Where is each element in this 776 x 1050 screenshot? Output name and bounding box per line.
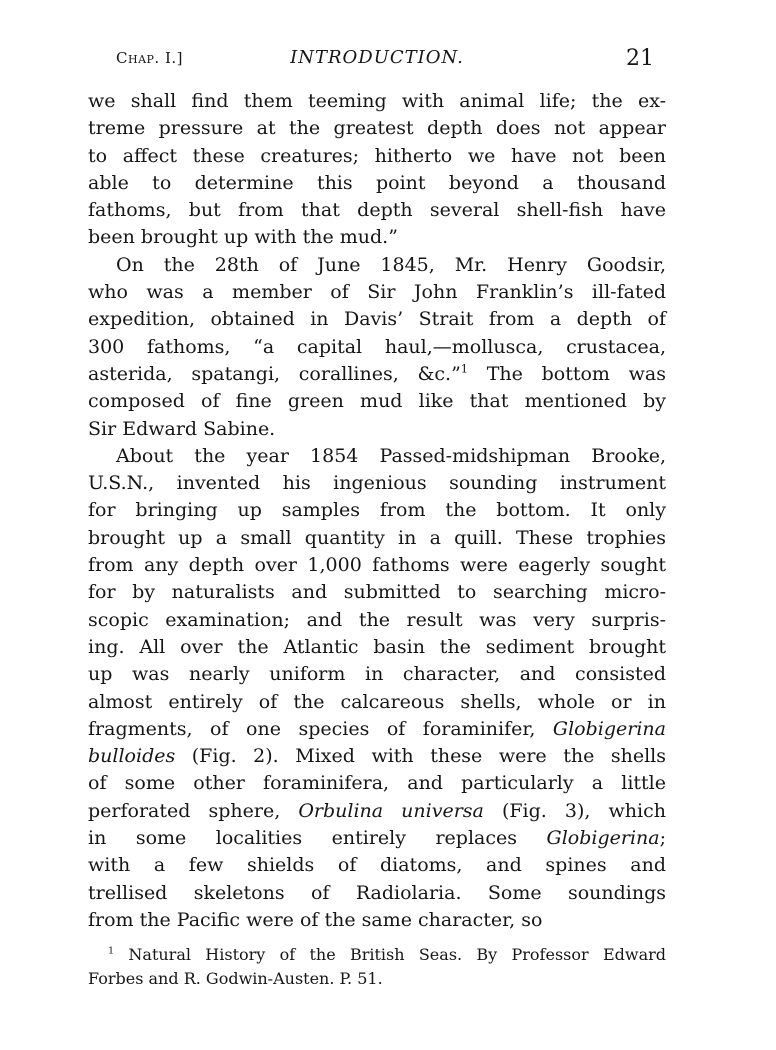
text-line: $^1$ Natural History of the British Seas. By Professor Edward: [108, 945, 666, 965]
text-line: almost entirely of the calcareous shells, whole or in: [88, 690, 666, 713]
text-line: to affect these creatures; hitherto we have not been: [88, 144, 666, 167]
text-line: for bringing up samples from the bottom. It only: [88, 499, 666, 522]
text-line: brought up a small quantity in a quill. These trophies: [88, 526, 666, 549]
running-title: INTRODUCTION.: [290, 47, 464, 68]
text-line: for by naturalists and submitted to searching micro-: [88, 581, 666, 604]
text-line: On the 28th of June 1845, Mr. Henry Goodsir,: [116, 253, 666, 276]
text-line: treme pressure at the greatest depth does not appear: [88, 117, 666, 140]
running-chapter-label: Chap. I.]: [116, 49, 183, 67]
text-line: been brought up with the mud.”: [88, 226, 398, 249]
text-line: who was a member of Sir John Franklin’s ill-fated: [88, 281, 666, 304]
italic-text: Globigerina: [546, 827, 660, 850]
text-line: from any depth over 1,000 fathoms were eagerly sought: [88, 554, 666, 577]
text-line: U.S.N., invented his ingenious sounding instrument: [88, 472, 666, 495]
body-text: [88, 88, 666, 934]
text-line: expedition, obtained in Davis’ Strait from a depth of: [88, 308, 666, 331]
text-line: of some other foraminifera, and particularly a little: [88, 772, 666, 795]
text-line: Forbes and R. Godwin-Austen. P. 51.: [88, 969, 383, 989]
text-line: able to determine this point beyond a thousand: [88, 171, 666, 194]
text-line: About the year 1854 Passed-midshipman Brooke,: [116, 444, 666, 467]
text-line: trellised skeletons of Radiolaria. Some soundings: [88, 881, 666, 904]
text-line: bulloides (Fig. 2). Mixed with these were the shells: [88, 745, 666, 768]
text-line: fragments, of one species of foraminifer, Globigerina: [88, 717, 666, 740]
text-line: Sir Edward Sabine.: [88, 417, 276, 440]
text-line: asterida, spatangi, corallines, &c.”$^1$ The bottom was: [88, 361, 666, 385]
italic-text: Orbulina universa: [298, 799, 484, 822]
page-number: 21: [626, 46, 654, 71]
footnote-marker: 1: [460, 361, 469, 376]
text-line: from the Pacific were of the same character, so: [88, 908, 543, 931]
text-line: in some localities entirely replaces Globigerina;: [88, 827, 666, 850]
text-line: we shall find them teeming with animal life; the ex-: [88, 90, 666, 112]
text-line: up was nearly uniform in character, and consisted: [88, 663, 666, 686]
text-line: ing. All over the Atlantic basin the sediment brought: [88, 635, 666, 658]
text-line: fathoms, but from that depth several shell-fish have: [88, 199, 666, 222]
text-line: composed of fine green mud like that mentioned by: [88, 390, 666, 413]
footnote: [88, 943, 666, 991]
running-header: [88, 46, 666, 70]
text-line: perforated sphere, Orbulina universa (Fig. 3), which: [88, 799, 666, 822]
paragraph: [88, 252, 666, 443]
paragraph: [88, 88, 666, 252]
text-line: scopic examination; and the result was very surpris-: [88, 608, 666, 631]
italic-text: bulloides: [88, 745, 176, 768]
text-line: 300 fathoms, “a capital haul,—mollusca, crustacea,: [88, 335, 666, 358]
italic-text: Globigerina: [552, 717, 666, 740]
paragraph: [88, 443, 666, 934]
footnote-marker: 1: [108, 945, 115, 957]
book-page: [88, 46, 666, 991]
text-line: with a few shields of diatoms, and spines and: [88, 854, 666, 877]
